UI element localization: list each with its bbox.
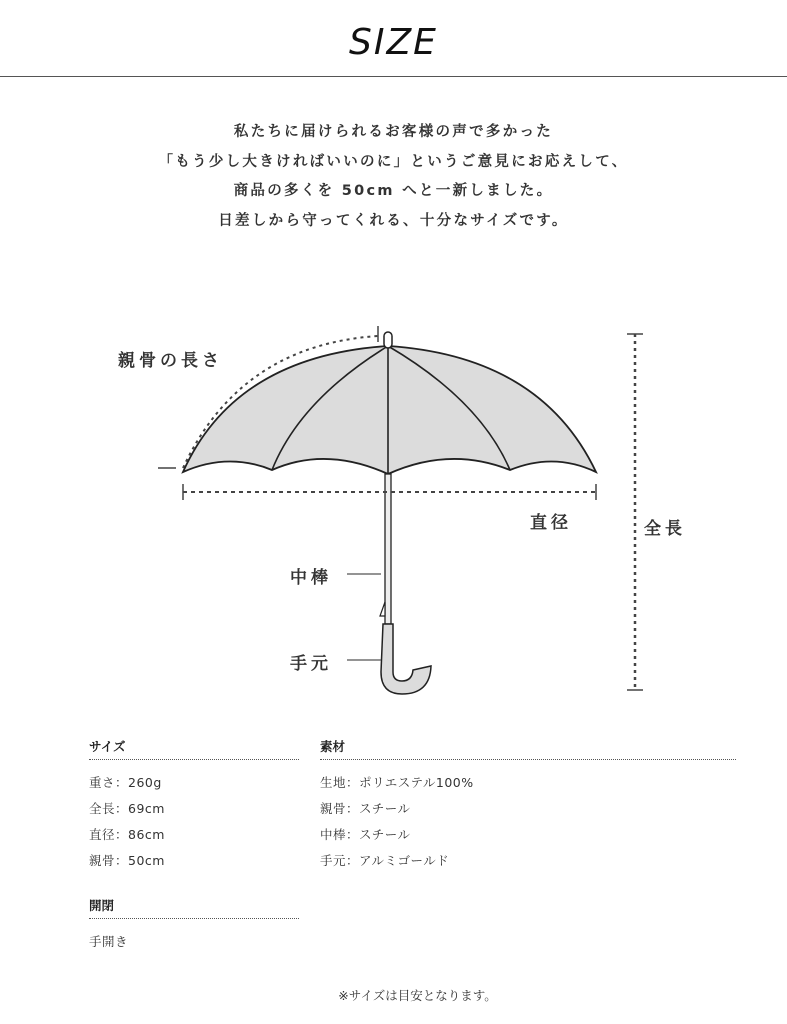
size-row: 全長：69cm	[89, 801, 165, 816]
page-title: SIZE	[349, 22, 438, 63]
opening-row: 手開き	[89, 934, 129, 949]
size-row: 重さ：260g	[89, 775, 162, 790]
intro-line: 商品の多くを 50cm へと一新しました。	[233, 183, 554, 199]
size-row: 親骨：50cm	[89, 853, 165, 868]
rib-length-label: 親骨の長さ	[118, 351, 223, 371]
title-divider	[0, 76, 787, 77]
intro-line: 「もう少し大きければいいのに」というご意見にお応えして、	[158, 153, 629, 170]
intro-line: 日差しから守ってくれる、十分なサイズです。	[218, 212, 569, 229]
size-footnote: ※サイズは目安となります。	[338, 988, 497, 1003]
material-heading: 素材	[320, 739, 346, 754]
intro-line: 私たちに届けられるお客様の声で多かった	[233, 124, 554, 140]
material-row: 親骨：スチール	[320, 801, 411, 816]
total-length-label: 全長	[644, 519, 686, 539]
intro-text	[0, 118, 787, 236]
material-row: 手元：アルミゴールド	[320, 853, 450, 868]
umbrella-canopy-icon	[183, 346, 596, 474]
material-row: 中棒：スチール	[320, 827, 411, 842]
handle-label: 手元	[290, 654, 332, 674]
shaft-icon	[385, 474, 391, 624]
shaft-label: 中棒	[290, 568, 332, 588]
handle-icon	[381, 624, 431, 694]
diameter-label: 直径	[530, 513, 572, 533]
opening-section	[89, 896, 299, 955]
material-section	[320, 737, 736, 874]
opening-heading: 開閉	[89, 898, 115, 913]
size-section	[89, 737, 299, 874]
size-row: 直径：86cm	[89, 827, 165, 842]
material-row: 生地：ポリエステル100%	[320, 775, 474, 790]
size-heading: サイズ	[89, 739, 126, 754]
